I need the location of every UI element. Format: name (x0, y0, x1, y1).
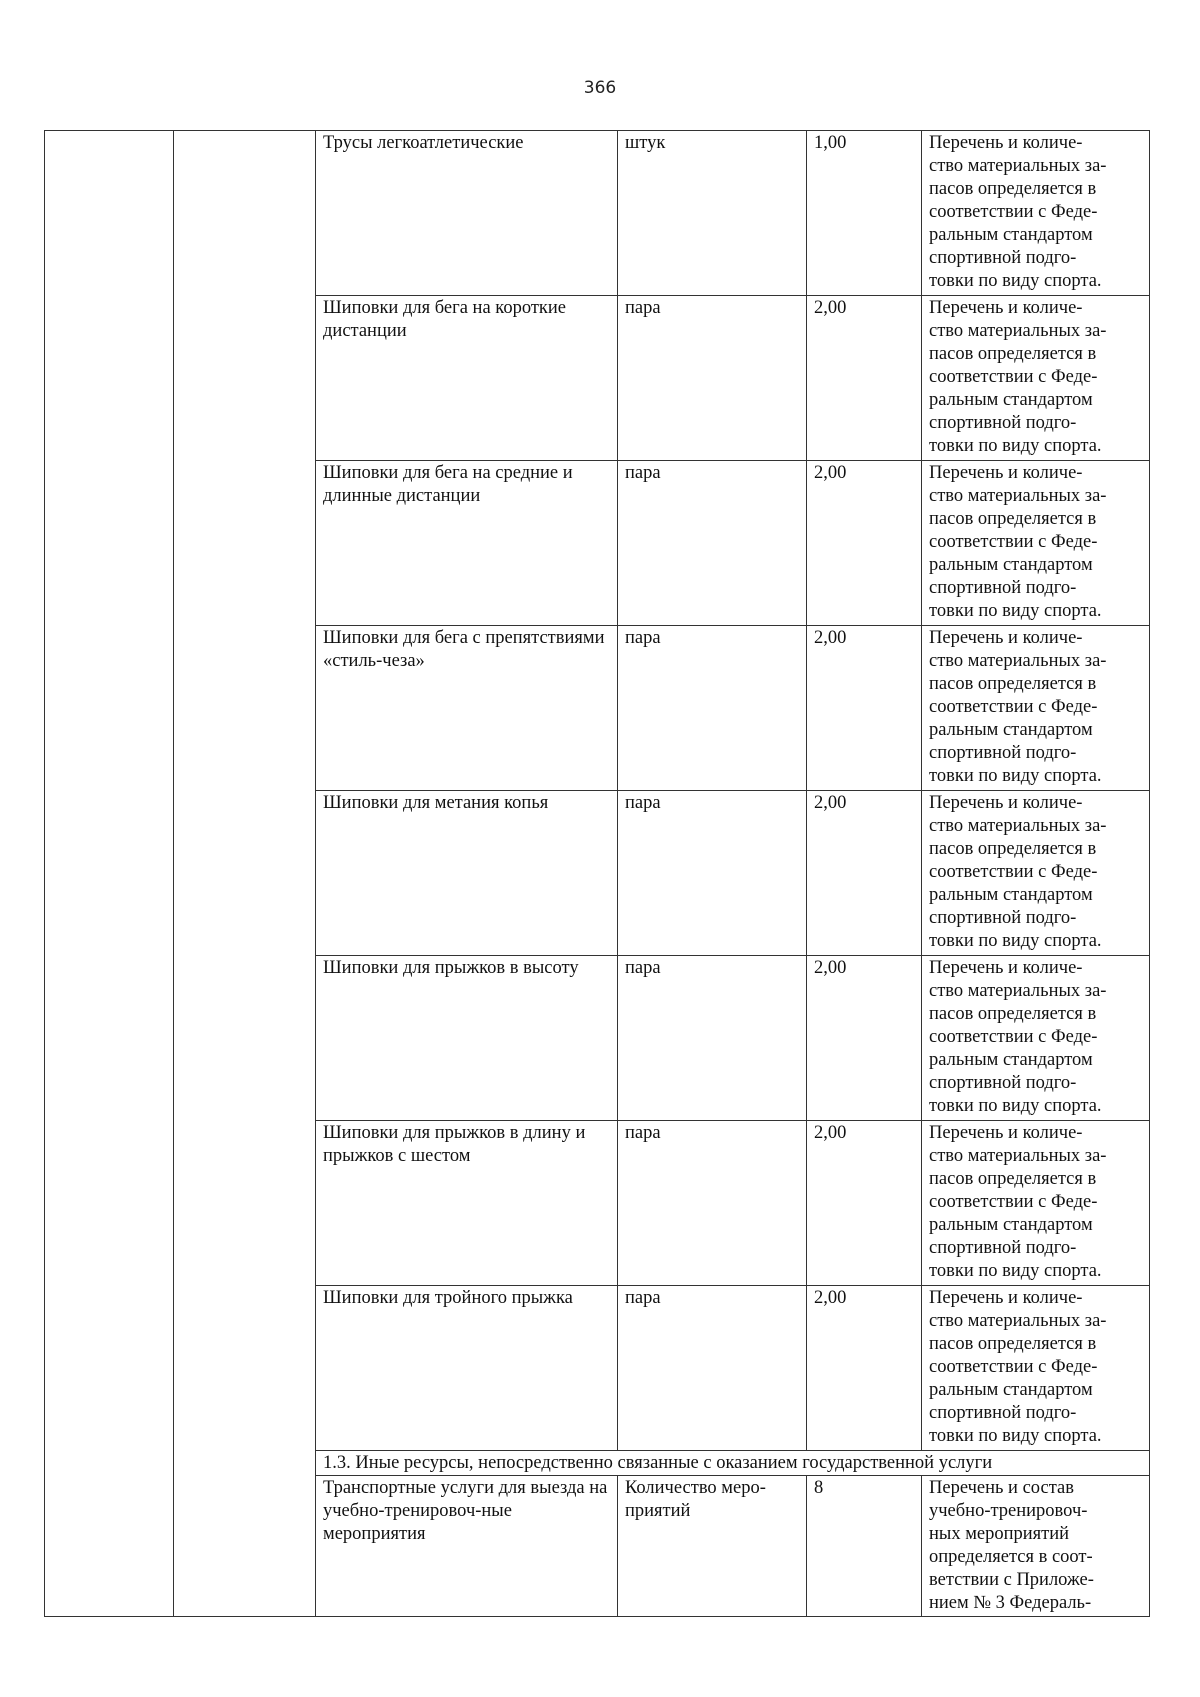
item-quantity-cell (807, 956, 922, 1121)
item-quantity-cell (807, 461, 922, 626)
item-quantity-cell (807, 1121, 922, 1286)
item-note-cell (922, 1476, 1150, 1617)
item-quantity-cell-text: 2,00 (814, 793, 847, 813)
item-unit-cell-text: пара (625, 1288, 661, 1308)
table-row (45, 131, 1150, 296)
item-quantity-cell (807, 626, 922, 791)
item-quantity-cell-text: 2,00 (814, 1288, 847, 1308)
item-name-cell (316, 131, 618, 296)
item-name-cell (316, 1286, 618, 1451)
item-unit-cell-text: Количество меро-приятий (625, 1478, 766, 1521)
item-quantity-cell-text: 1,00 (814, 133, 847, 153)
item-note-cell (922, 461, 1150, 626)
item-name-cell (316, 296, 618, 461)
item-note-cell (922, 296, 1150, 461)
item-unit-cell (618, 1286, 807, 1451)
item-unit-cell (618, 1121, 807, 1286)
item-note-cell (922, 791, 1150, 956)
item-quantity-cell-text: 2,00 (814, 958, 847, 978)
item-unit-cell (618, 956, 807, 1121)
resources-table (44, 130, 1150, 1617)
item-note-cell-text: Перечень и количе- ство материальных за- пасов определяется в соответствии с Феде- ральным стандартом спортивной подго- товки по виду спорта. (929, 298, 1107, 456)
item-note-cell (922, 131, 1150, 296)
item-unit-cell-text: пара (625, 298, 661, 318)
item-name-cell (316, 626, 618, 791)
item-note-cell (922, 1286, 1150, 1451)
item-unit-cell (618, 1476, 807, 1617)
item-unit-cell (618, 296, 807, 461)
item-unit-cell-text: пара (625, 1123, 661, 1143)
item-name-cell (316, 956, 618, 1121)
item-note-cell (922, 956, 1150, 1121)
item-note-cell-text: Перечень и количе- ство материальных за- пасов определяется в соответствии с Феде- ральным стандартом спортивной подго- товки по виду спорта. (929, 1288, 1107, 1446)
item-name-cell (316, 791, 618, 956)
item-unit-cell (618, 461, 807, 626)
item-note-cell-text: Перечень и количе- ство материальных за- пасов определяется в соответствии с Феде- ральным стандартом спортивной подго- товки по виду спорта. (929, 133, 1107, 291)
item-unit-cell-text: штук (625, 133, 666, 153)
item-note-cell (922, 626, 1150, 791)
item-name-cell-text: Шиповки для прыжков в длину и прыжков с шестом (323, 1123, 586, 1166)
item-name-cell (316, 461, 618, 626)
item-name-cell-text: Шиповки для бега на короткие дистанции (323, 298, 567, 341)
item-note-cell-text: Перечень и состав учебно-тренировоч- ных мероприятий определяется в соот- ветствии с Приложе- нием № 3 Федераль- (929, 1478, 1094, 1613)
blank-column-2 (174, 131, 316, 1617)
blank-column-1 (45, 131, 174, 1617)
item-quantity-cell (807, 131, 922, 296)
item-name-cell-text: Шиповки для метания копья (323, 793, 549, 813)
item-note-cell (922, 1121, 1150, 1286)
item-unit-cell (618, 131, 807, 296)
item-unit-cell-text: пара (625, 958, 661, 978)
item-quantity-cell (807, 1476, 922, 1617)
item-unit-cell-text: пара (625, 793, 661, 813)
section-heading-cell (316, 1451, 1150, 1476)
page-number: 366 (583, 78, 617, 98)
item-note-cell-text: Перечень и количе- ство материальных за- пасов определяется в соответствии с Феде- ральным стандартом спортивной подго- товки по виду спорта. (929, 958, 1107, 1116)
item-quantity-cell-text: 2,00 (814, 628, 847, 648)
item-quantity-cell (807, 296, 922, 461)
item-quantity-cell (807, 791, 922, 956)
item-unit-cell (618, 626, 807, 791)
item-name-cell-text: Шиповки для тройного прыжка (323, 1288, 573, 1308)
item-name-cell-text: Шиповки для прыжков в высоту (323, 958, 579, 978)
item-note-cell-text: Перечень и количе- ство материальных за- пасов определяется в соответствии с Феде- ральным стандартом спортивной подго- товки по виду спорта. (929, 628, 1107, 786)
item-unit-cell-text: пара (625, 463, 661, 483)
item-name-cell-text: Транспортные услуги для выезда на учебно-тренировоч-ные мероприятия (323, 1478, 608, 1544)
item-name-cell (316, 1476, 618, 1617)
item-unit-cell-text: пара (625, 628, 661, 648)
table-body (45, 131, 1150, 1617)
item-note-cell-text: Перечень и количе- ство материальных за- пасов определяется в соответствии с Феде- ральным стандартом спортивной подго- товки по виду спорта. (929, 793, 1107, 951)
section-heading-cell-text: 1.3. Иные ресурсы, непосредственно связанные с оказанием государственной услуги (323, 1453, 993, 1473)
item-quantity-cell-text: 2,00 (814, 298, 847, 318)
item-quantity-cell-text: 2,00 (814, 463, 847, 483)
item-quantity-cell-text: 8 (814, 1478, 824, 1498)
item-name-cell-text: Шиповки для бега на средние и длинные дистанции (323, 463, 573, 506)
item-note-cell-text: Перечень и количе- ство материальных за- пасов определяется в соответствии с Феде- ральным стандартом спортивной подго- товки по виду спорта. (929, 463, 1107, 621)
item-name-cell-text: Шиповки для бега с препятствиями «стиль-чеза» (323, 628, 605, 671)
item-unit-cell (618, 791, 807, 956)
item-note-cell-text: Перечень и количе- ство материальных за- пасов определяется в соответствии с Феде- ральным стандартом спортивной подго- товки по виду спорта. (929, 1123, 1107, 1281)
item-quantity-cell (807, 1286, 922, 1451)
item-name-cell-text: Трусы легкоатлетические (323, 133, 524, 153)
item-name-cell (316, 1121, 618, 1286)
item-quantity-cell-text: 2,00 (814, 1123, 847, 1143)
